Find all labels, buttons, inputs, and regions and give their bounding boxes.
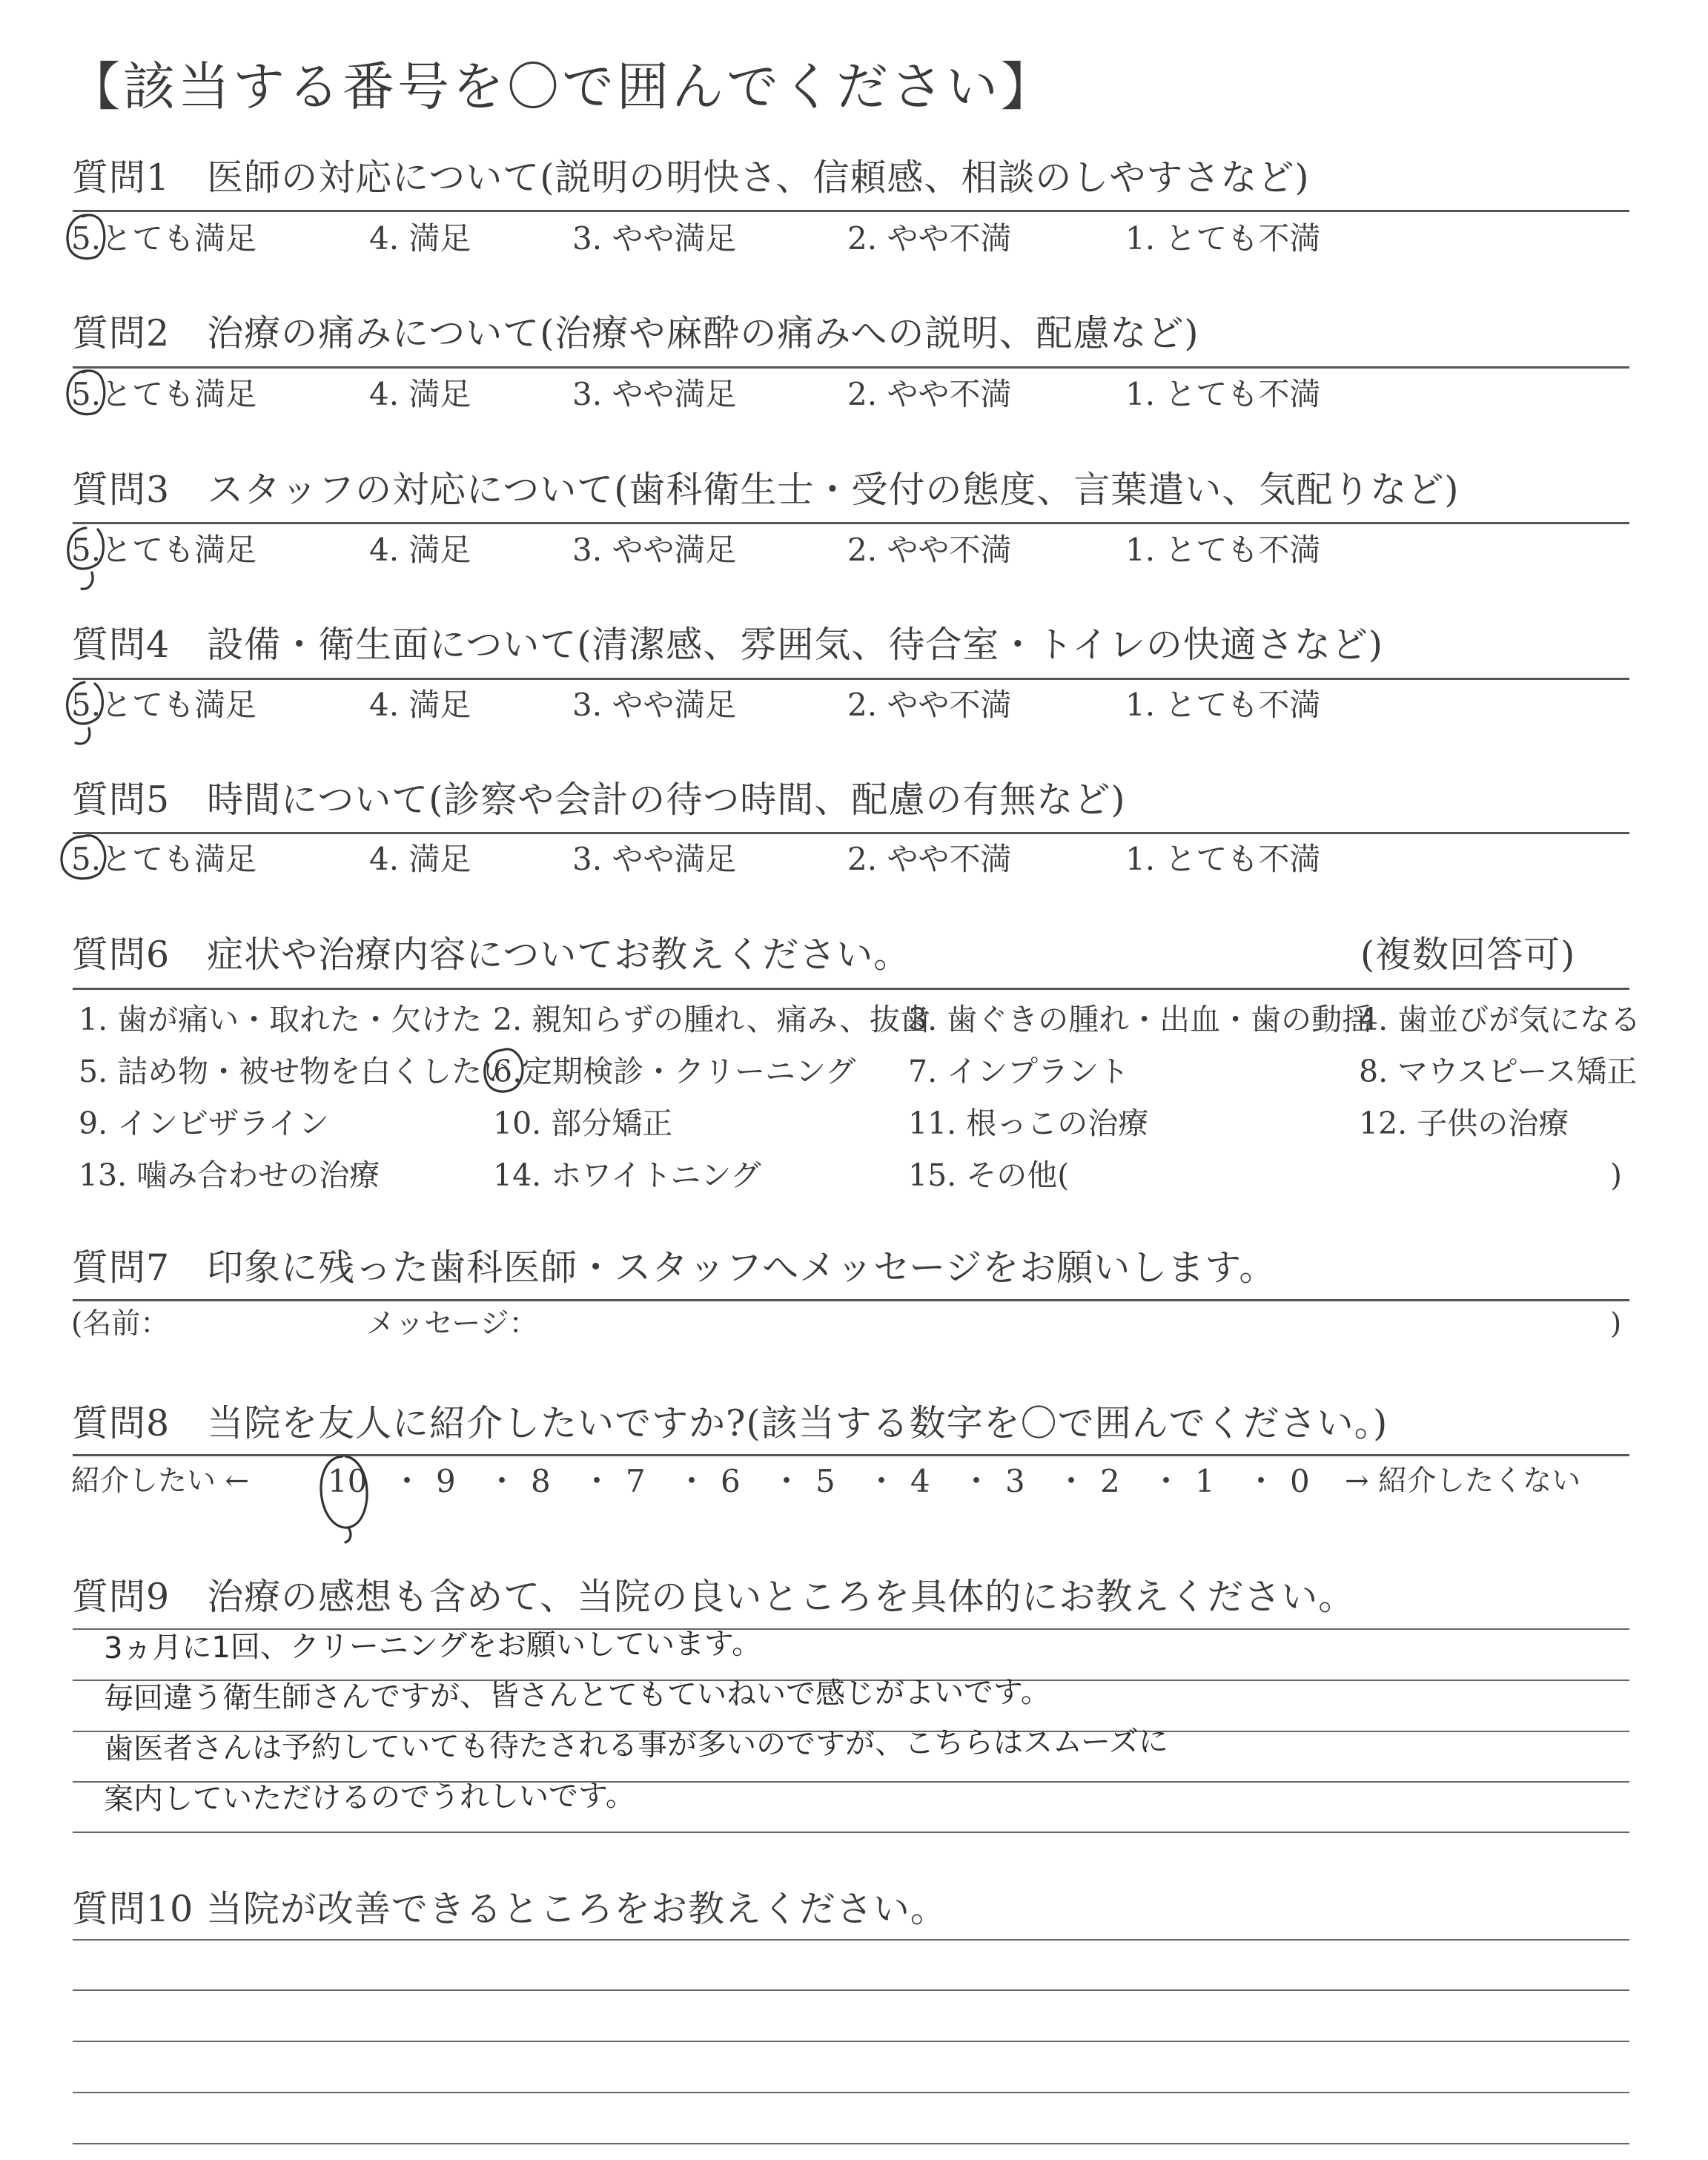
score-7[interactable]: 7 (626, 1463, 646, 1499)
question-heading: 質問5 時間について(診察や会計の待つ時間、配慮の有無など) (72, 779, 1126, 821)
treatment-option[interactable]: 10. 部分矯正 (493, 1106, 673, 1141)
treatment-option[interactable]: 12. 子供の治療 (1359, 1106, 1569, 1141)
rating-option-3[interactable]: 3. やや満足 (572, 532, 737, 568)
score-0[interactable]: 0 (1290, 1463, 1310, 1499)
divider (73, 678, 1629, 680)
rating-option-1[interactable]: 1. とても不満 (1125, 376, 1321, 412)
treatment-option[interactable]: 8. マウスピース矯正 (1359, 1054, 1638, 1089)
rating-option-1[interactable]: 1. とても不満 (1125, 532, 1321, 568)
multiple-answers-note: (複数回答可) (1360, 934, 1576, 976)
score-dot: ・ (391, 1463, 423, 1499)
score-4[interactable]: 4 (910, 1463, 930, 1499)
score-dot: ・ (1056, 1463, 1088, 1499)
divider (73, 988, 1629, 990)
treatment-option[interactable]: 7. インプラント (908, 1054, 1130, 1089)
name-label: (名前： (71, 1307, 170, 1341)
message-label[interactable]: メッセージ： (366, 1307, 538, 1341)
page-title: 【該当する番号を〇で囲んでください】 (68, 56, 1056, 117)
rating-option-4[interactable]: 4. 満足 (369, 220, 471, 257)
score-1[interactable]: 1 (1195, 1463, 1215, 1499)
question-heading: 質問3 スタッフの対応について(歯科衛生士・受付の態度、言葉遣い、気配りなど) (72, 469, 1460, 511)
score-dot: ・ (1245, 1463, 1277, 1499)
score-dot: ・ (581, 1463, 613, 1499)
rating-option-2[interactable]: 2. やや不満 (847, 532, 1012, 568)
recommend-left-label: 紹介したい ← (71, 1464, 250, 1498)
other-close-paren: ) (1610, 1157, 1622, 1193)
rating-option-1[interactable]: 1. とても不満 (1125, 841, 1321, 877)
rating-option-4[interactable]: 4. 満足 (369, 376, 471, 412)
divider (73, 210, 1629, 212)
rating-option-5[interactable]: 5.とても満足 (71, 841, 257, 877)
divider (73, 1299, 1629, 1301)
treatment-option[interactable]: 2. 親知らずの腫れ、痛み、抜歯 (493, 1002, 931, 1037)
treatment-option[interactable]: 9. インビザライン (79, 1106, 329, 1141)
answer-line (73, 2041, 1629, 2042)
rating-option-5[interactable]: 5.とても満足 (71, 532, 257, 568)
answer-line (73, 1939, 1629, 1941)
score-dot: ・ (961, 1463, 993, 1499)
score-dot: ・ (771, 1463, 803, 1499)
answer-line (73, 1832, 1629, 1833)
rating-option-5[interactable]: 5.とても満足 (71, 376, 257, 412)
question-heading: 質問4 設備・衛生面について(清潔感、雰囲気、待合室・トイレの快適さなど) (72, 624, 1383, 666)
rating-option-4[interactable]: 4. 満足 (369, 532, 471, 568)
recommend-right-label: → 紹介したくない (1345, 1464, 1581, 1498)
handwritten-answer-line[interactable]: 毎回違う衛生師さんですが、皆さんとてもていねいで感じがよいです。 (103, 1675, 1050, 1716)
question-heading: 質問10 当院が改善できるところをお教えください。 (72, 1888, 947, 1930)
rating-option-1[interactable]: 1. とても不満 (1125, 687, 1321, 723)
question-heading: 質問9 治療の感想も含めて、当院の良いところを具体的にお教えください。 (72, 1576, 1356, 1618)
rating-option-1[interactable]: 1. とても不満 (1125, 220, 1321, 257)
question-heading: 質問7 印象に残った歯科医師・スタッフへメッセージをお願いします。 (72, 1246, 1277, 1289)
score-2[interactable]: 2 (1100, 1463, 1120, 1499)
divider (73, 366, 1629, 369)
score-3[interactable]: 3 (1005, 1463, 1025, 1499)
rating-option-2[interactable]: 2. やや不満 (847, 220, 1012, 257)
score-8[interactable]: 8 (531, 1463, 551, 1499)
rating-option-5[interactable]: 5.とても満足 (71, 220, 257, 257)
rating-option-3[interactable]: 3. やや満足 (572, 841, 737, 877)
rating-option-3[interactable]: 3. やや満足 (572, 376, 737, 412)
treatment-option[interactable]: 14. ホワイトニング (493, 1157, 761, 1193)
question-heading: 質問8 当院を友人に紹介したいですか?(該当する数字を〇で囲んでください。) (72, 1402, 1388, 1444)
score-10[interactable]: 10 (328, 1463, 368, 1499)
score-6[interactable]: 6 (721, 1463, 741, 1499)
message-close-paren: ) (1610, 1307, 1622, 1341)
rating-option-3[interactable]: 3. やや満足 (572, 687, 737, 723)
treatment-option[interactable]: 4. 歯並びが気になる (1359, 1002, 1641, 1037)
treatment-option-other[interactable]: 15. その他( (908, 1157, 1070, 1193)
treatment-option[interactable]: 3. 歯ぐきの腫れ・出血・歯の動揺 (908, 1002, 1373, 1037)
rating-option-2[interactable]: 2. やや不満 (847, 376, 1012, 412)
question-heading: 質問1 医師の対応について(説明の明快さ、信頼感、相談のしやすさなど) (72, 156, 1310, 199)
treatment-option[interactable]: 5. 詰め物・被せ物を白くしたい (79, 1054, 513, 1089)
rating-option-5[interactable]: 5.とても満足 (71, 687, 257, 723)
score-dot: ・ (486, 1463, 518, 1499)
handwritten-answer-line[interactable]: 歯医者さんは予約していても待たされる事が多いのですが、こちらはスムーズに (103, 1724, 1169, 1766)
score-dot: ・ (676, 1463, 708, 1499)
answer-line (73, 1989, 1629, 1991)
divider (73, 1454, 1629, 1456)
treatment-option[interactable]: 11. 根っこの治療 (908, 1106, 1149, 1141)
rating-option-4[interactable]: 4. 満足 (369, 841, 471, 877)
score-5[interactable]: 5 (815, 1463, 835, 1499)
divider (73, 522, 1629, 524)
handwritten-answer-line[interactable]: 案内していただけるのでうれしいです。 (103, 1778, 635, 1817)
answer-line (73, 2092, 1629, 2093)
handwritten-answer-line[interactable]: 3ヵ月に1回、クリーニングをお願いしています。 (103, 1626, 762, 1665)
treatment-option[interactable]: 1. 歯が痛い・取れた・欠けた (79, 1002, 483, 1037)
treatment-option[interactable]: 6.定期検診・クリーニング (493, 1054, 856, 1089)
question-heading: 質問2 治療の痛みについて(治療や麻酔の痛みへの説明、配慮など) (72, 312, 1199, 354)
divider (73, 832, 1629, 834)
score-9[interactable]: 9 (436, 1463, 456, 1499)
answer-line (73, 2143, 1629, 2144)
treatment-option[interactable]: 13. 噛み合わせの治療 (79, 1157, 380, 1193)
rating-option-4[interactable]: 4. 満足 (369, 687, 471, 723)
rating-option-2[interactable]: 2. やや不満 (847, 841, 1012, 877)
score-dot: ・ (1151, 1463, 1182, 1499)
rating-option-2[interactable]: 2. やや不満 (847, 687, 1012, 723)
score-dot: ・ (866, 1463, 898, 1499)
question-heading: 質問6 症状や治療内容についてお教えください。 (72, 934, 911, 976)
rating-option-3[interactable]: 3. やや満足 (572, 220, 737, 257)
